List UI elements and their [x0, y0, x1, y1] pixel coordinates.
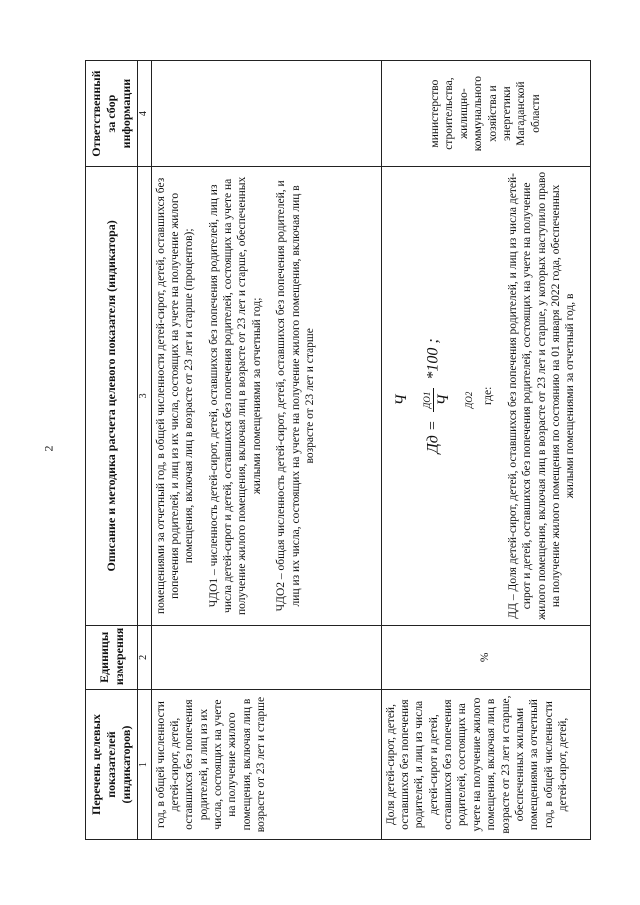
col-number-2: 2	[138, 625, 152, 690]
formula-numerator: Ч	[392, 394, 410, 406]
row1-responsible	[151, 61, 381, 167]
page-number: 2	[41, 445, 56, 452]
row1-desc-p3: ЧДО2 – общая численность детей-сирот, детей, оставшихся без попечения родителей, и лиц из их числа, состоящих на учете на получение жилого помещения, включая лиц в возрасте от 23 лет и старше	[275, 180, 316, 612]
col-number-4: 4	[138, 61, 152, 167]
row1-description	[151, 167, 381, 625]
row1-desc-p1: помещениями за отчетный год, в общей численности детей-сирот, детей, оставшихся без попечения родителей, и лиц из их числа, состоящих на учете на получение жилого помещения, включая лиц в возрасте от 23 лет и старше (процентов);	[154, 177, 196, 614]
col-number-3: 3	[138, 167, 152, 625]
row1-indicator: год, в общей численности детей-сирот, детей, оставшихся без попечения родителей, и лиц из их числа, состоящих на учете на получение жилого помещения, включая лиц в возрасте от 23 лет и старше	[151, 690, 381, 840]
row2-description	[381, 167, 590, 625]
formula-denominator: Ч	[434, 394, 452, 406]
row1-unit	[151, 625, 381, 690]
column-number-row	[138, 61, 152, 840]
formula-denominator-sub: ДО2	[464, 391, 475, 409]
indicator-table	[85, 60, 591, 840]
table-row	[381, 61, 590, 840]
formula-lhs: Дд =	[424, 420, 442, 454]
header-responsible: Ответственный за сбор информации	[86, 61, 138, 167]
header-description: Описание и методика расчета целевого показателя (индикатора)	[86, 167, 138, 625]
table-row	[151, 61, 381, 840]
formula-numerator-sub: ДО1	[421, 391, 432, 409]
row1-desc-p2: ЧДО1 – численность детей-сирот, детей, оставшихся без попечения родителей, лиц из числа детей-сирот и детей, оставшихся без попечения родителей, состоящих на учете на получение жилого помещения, включая лиц в возрасте от 23 лет и старше, обеспеченных жилыми помещениями за отчетный год;	[207, 176, 263, 616]
row2-indicator: Доля детей-сирот, детей, оставшихся без попечения родителей, и лиц из числа детей-сирот и детей, оставшихся без попечения родителей, состоящих на учете на получение жилого помещения, включая лиц в возрасте от 23 лет и старше, обеспеченных жилыми помещениями за отчетный год, в общей численности детей-сирот, детей,	[381, 690, 590, 840]
row2-formula	[392, 171, 476, 620]
row2-where: где:	[482, 386, 495, 405]
indicator-table-rotated	[85, 60, 585, 840]
row2-responsible: министерство строительства, жилищно-коммунального хозяйства и энергетики Магаданской области	[381, 61, 590, 167]
header-units: Единицы измерения	[86, 625, 138, 690]
col-number-1: 1	[138, 690, 152, 840]
header-row	[86, 61, 138, 840]
formula-rhs: *100 ;	[424, 338, 442, 380]
row2-unit: %	[381, 625, 590, 690]
header-indicators: Перечень целевых показателей (индикаторов)	[86, 690, 138, 840]
formula-fraction	[392, 388, 476, 413]
row2-desc-p1: ДД – Доля детей-сирот, детей, оставшихся без попечения родителей, и лиц из числа детей-сирот и детей, оставшихся без попечения родителей, состоящих на учете на получение жилого помещения, включая лиц в возрасте от 23 лет и старше, у которых наступило право на получение жилого помещения по состоянию на 01 января 2022 года, обеспеченных жилыми помещениями за отчетный год, в	[506, 171, 577, 620]
